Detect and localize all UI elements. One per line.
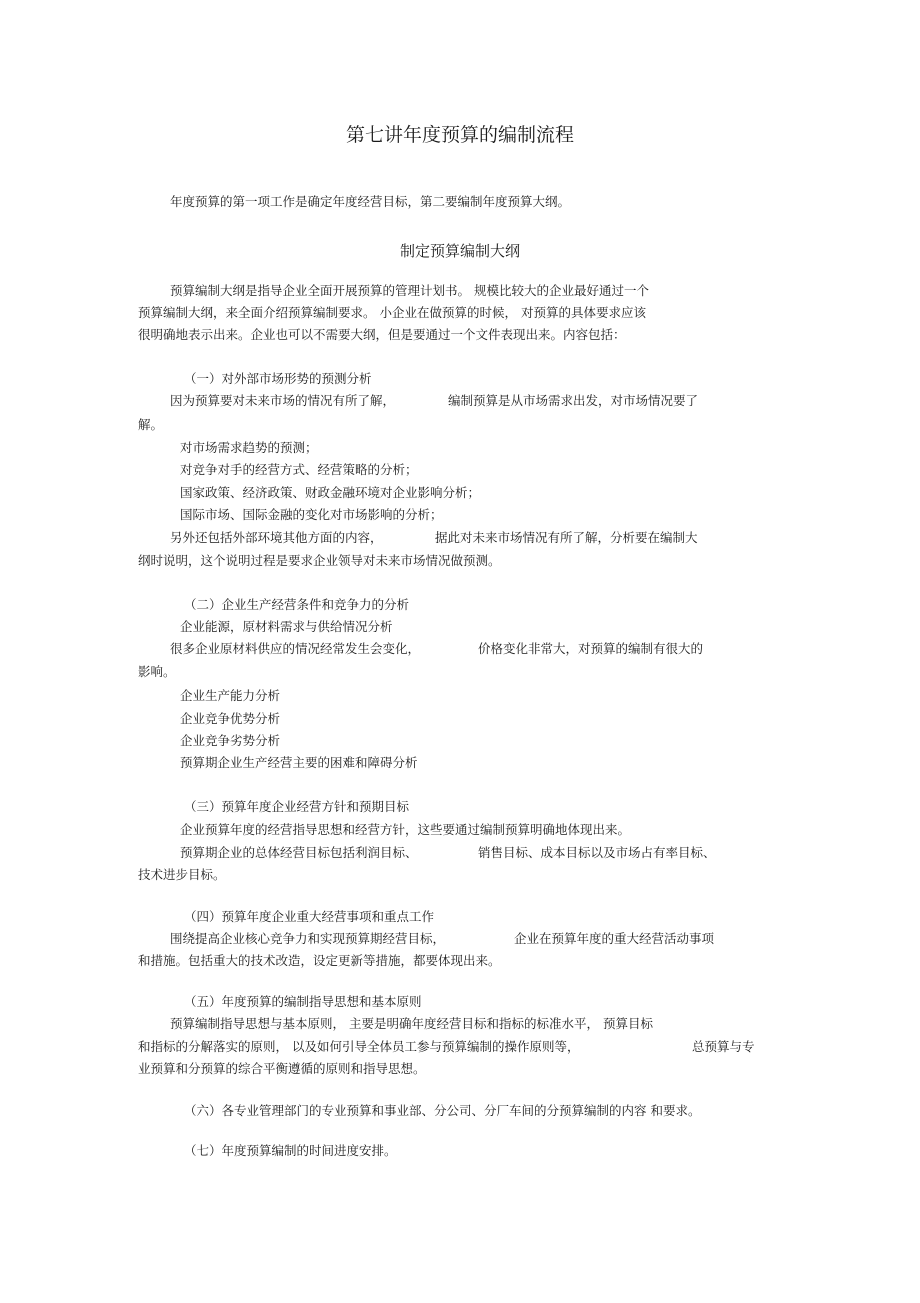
body-line: 企业在预算年度的重大经营活动事项 xyxy=(514,931,715,946)
body-line: 预算编制大纲是指导企业全面开展预算的管理计划书。 规模比较大的企业最好通过一个 xyxy=(170,283,649,298)
body-line: 据此对未来市场情况有所了解，分析要在编制大 xyxy=(435,530,698,545)
sec3-heading: （三）预算年度企业经营方针和预期目标 xyxy=(184,799,410,814)
body-line: 技术进步目标。 xyxy=(138,867,226,882)
body-line: 很多企业原材料供应的情况经常发生会变化， xyxy=(170,641,421,656)
sec2-heading: （二）企业生产经营条件和竞争力的分析 xyxy=(184,597,410,612)
list-item: 预算期企业生产经营主要的困难和障碍分析 xyxy=(180,755,418,770)
body-line: 业预算和分预算的综合平衡遵循的原则和指导思想。 xyxy=(138,1061,426,1076)
page-title: 第七讲年度预算的编制流程 xyxy=(345,124,574,146)
body-line: 因为预算要对未来市场的情况有所了解， xyxy=(170,393,396,408)
body-line: 销售目标、成本目标以及市场占有率目标、 xyxy=(478,845,716,860)
sec6-heading: （六）各专业管理部门的专业预算和事业部、分公司、分厂车间的分预算编制的内容 和要求。 xyxy=(184,1103,701,1118)
intro-paragraph: 年度预算的第一项工作是确定年度经营目标，第二要编制年度预算大纲。 xyxy=(170,194,571,209)
list-item: 对竞争对手的经营方式、经营策略的分析； xyxy=(180,462,418,477)
body-line: 影响。 xyxy=(138,664,176,679)
body-line: 企业预算年度的经营指导思想和经营方针，这些要通过编制预算明确地体现出来。 xyxy=(180,822,631,837)
list-item: 企业生产能力分析 xyxy=(180,688,281,703)
body-line: 总预算与专 xyxy=(692,1039,755,1054)
body-line: 编制预算是从市场需求出发，对市场情况要了 xyxy=(448,393,699,408)
sec4-heading: （四）预算年度企业重大经营事项和重点工作 xyxy=(184,909,435,924)
body-line: 纲时说明，这个说明过程是要求企业领导对未来市场情况做预测。 xyxy=(138,553,501,568)
body-line: 预算编制指导思想与基本原则， 主要是明确年度经营目标和指标的标准水平， 预算目标 xyxy=(170,1016,653,1031)
body-line: 预算期企业的总体经营目标包括利润目标、 xyxy=(180,845,418,860)
list-item: 国家政策、经济政策、财政金融环境对企业影响分析； xyxy=(180,485,481,500)
body-line: 很明确地表示出来。企业也可以不需要大纲，但是要通过一个文件表现出来。内容包括： xyxy=(138,327,626,342)
sec5-heading: （五）年度预算的编制指导思想和基本原则 xyxy=(184,994,422,1009)
body-line: 解。 xyxy=(138,417,164,432)
body-line: 价格变化非常大，对预算的编制有很大的 xyxy=(478,641,704,656)
body-line: 和指标的分解落实的原则， 以及如何引导全体员工参与预算编制的操作原则等， xyxy=(138,1039,580,1054)
body-line: 围绕提高企业核心竞争力和实现预算期经营目标， xyxy=(170,931,446,946)
body-line: 和措施。包括重大的技术改造，设定更新等措施，都要体现出来。 xyxy=(138,953,501,968)
list-item: 企业竞争优势分析 xyxy=(180,711,281,726)
sec1-heading: （一）对外部市场形势的预测分析 xyxy=(184,371,372,386)
list-item: 国际市场、国际金融的变化对市场影响的分析； xyxy=(180,507,443,522)
list-item: 对市场需求趋势的预测； xyxy=(180,440,318,455)
section-title: 制定预算编制大纲 xyxy=(399,242,520,260)
sec7-heading: （七）年度预算编制的时间进度安排。 xyxy=(184,1143,397,1158)
list-item: 企业竞争劣势分析 xyxy=(180,733,281,748)
body-line: 企业能源，原材料需求与供给情况分析 xyxy=(180,619,393,634)
body-line: 另外还包括外部环境其他方面的内容， xyxy=(170,530,383,545)
body-line: 预算编制大纲，来全面介绍预算编制要求。 小企业在做预算的时候， 对预算的具体要求应该 xyxy=(138,305,646,320)
